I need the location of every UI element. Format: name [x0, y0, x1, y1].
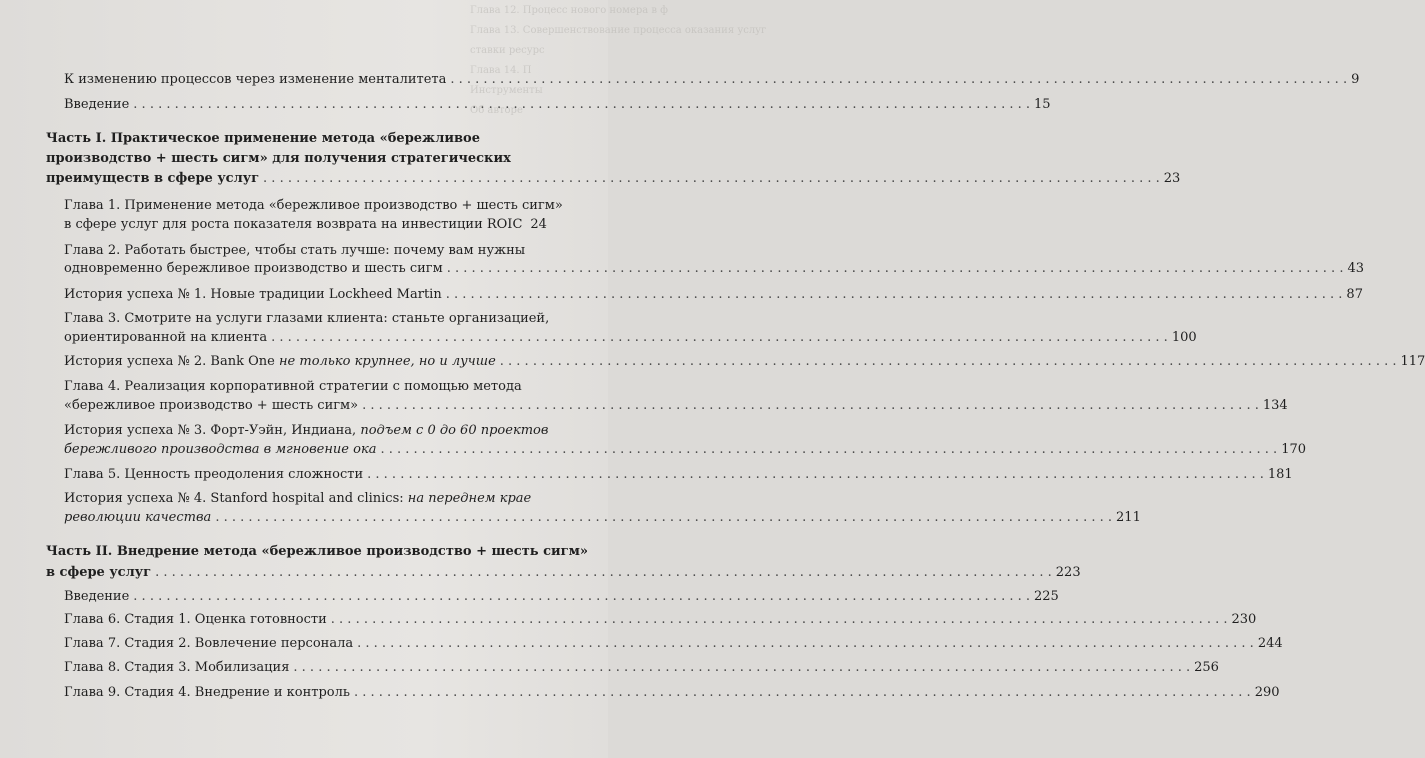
toc-leader-dots [263, 171, 1160, 187]
toc-entry-success-story-3 [64, 442, 1307, 458]
toc-entry-introduction [64, 97, 1051, 113]
toc-page-number: 43 [1347, 261, 1364, 276]
toc-entry-title-italic: на переднем крае [407, 491, 532, 506]
toc-entry-title: преимуществ в сфере услуг [46, 171, 260, 186]
bleed-line: Глава 12. Процесс нового номера в ф [470, 5, 668, 16]
toc-leader-dots [500, 354, 1397, 370]
toc-part-title-line: Часть II. Внедрение метода «бережливое производство + шесть сигм» [46, 544, 589, 559]
toc-entry-title: Глава 9. Стадия 4. Внедрение и контроль [64, 685, 350, 700]
toc-entry-part-1 [46, 171, 1181, 187]
toc-entry-title-line: Глава 3. Смотрите на услуги глазами клиента: станьте организацией, [64, 311, 550, 326]
toc-entry-chapter-5 [64, 467, 1293, 483]
toc-entry-chapter-6 [64, 612, 1257, 628]
toc-page-number: 181 [1267, 467, 1293, 482]
toc-entry-title: Глава 6. Стадия 1. Оценка готовности [64, 612, 327, 627]
toc-leader-dots [133, 589, 1030, 605]
toc-page-number: 23 [1163, 171, 1181, 186]
toc-entry-title: одновременно бережливое производство и шесть сигм [64, 261, 443, 276]
toc-entry-title-italic: не только крупнее, но и лучше [278, 354, 496, 369]
toc-entry-title-line [64, 423, 548, 439]
toc-leader-dots [331, 612, 1228, 628]
toc-part-title-line: производство + шесть сигм» для получения стратегических [46, 151, 511, 166]
toc-page-number: 134 [1262, 398, 1288, 413]
toc-page-number: 15 [1034, 97, 1051, 112]
toc-entry-title: в сфере услуг для роста показателя возврата на инвестиции ROIC [64, 217, 523, 232]
toc-entry-title: «бережливое производство + шесть сигм» [64, 398, 359, 413]
toc-leader-dots [215, 510, 1112, 526]
toc-page-number: 211 [1116, 510, 1141, 525]
toc-leader-dots [354, 685, 1251, 701]
toc-leader-dots [155, 565, 1052, 581]
toc-leader-dots [271, 330, 1168, 346]
toc-entry-title-text: История успеха № 4. Stanford hospital and clinics: [64, 491, 408, 506]
toc-entry-chapter-9 [64, 685, 1280, 701]
toc-page-number: 24 [530, 217, 547, 232]
toc-entry-foreword [64, 72, 1360, 88]
toc-entry-title-italic: бережливого производства в мгновение ока [64, 442, 377, 457]
toc-page-number: 87 [1346, 287, 1363, 302]
toc-page-number: 223 [1055, 565, 1081, 580]
toc-entry-success-story-2 [64, 354, 1425, 370]
toc-entry-chapter-2 [64, 261, 1364, 277]
toc-leader-dots [380, 442, 1277, 458]
toc-page-number: 230 [1231, 612, 1257, 627]
toc-leader-dots [362, 398, 1259, 414]
bleed-line: Глава 13. Совершенствование процесса оказания услуг [470, 25, 767, 36]
toc-entry-title-italic: революции качества [64, 510, 212, 525]
toc-entry-chapter-7 [64, 636, 1283, 652]
toc-entry-title: Введение [64, 97, 130, 112]
toc-entry-success-story-4 [64, 510, 1141, 526]
toc-entry-title-text: История успеха № 3. Форт-Уэйн, Индиана, [64, 423, 361, 438]
bleed-line: Глава 14. П [470, 65, 532, 76]
toc-entry-chapter-4 [64, 398, 1288, 414]
toc-entry-title-italic: подъем с 0 до 60 проектов [360, 423, 549, 438]
toc-leader-dots [293, 660, 1190, 676]
toc-page-number: 117 [1400, 354, 1425, 369]
toc-leader-dots [450, 72, 1347, 88]
toc-page-number: 256 [1194, 660, 1219, 675]
toc-part-title-line: Часть I. Практическое применение метода «бережливое [46, 131, 480, 146]
toc-page-number: 100 [1171, 330, 1197, 345]
toc-entry-title: Глава 7. Стадия 2. Вовлечение персонала [64, 636, 354, 651]
toc-page-number: 170 [1281, 442, 1307, 457]
toc-entry-title: в сфере услуг [46, 565, 152, 580]
toc-entry-title: ориентированной на клиента [64, 330, 268, 345]
toc-entry-title-line: Глава 4. Реализация корпоративной стратегии с помощью метода [64, 379, 522, 394]
toc-entry-title: К изменению процессов через изменение менталитета [64, 72, 447, 87]
toc-leader-dots [446, 287, 1343, 303]
toc-entry-part-2 [46, 565, 1081, 581]
bleed-line: Об авторе [470, 105, 523, 116]
toc-entry-title: История успеха № 1. Новые традиции Lockheed Martin [64, 287, 442, 302]
toc-leader-dots [357, 636, 1254, 652]
toc-page-number: 244 [1257, 636, 1283, 651]
toc-entry-title-line: Глава 1. Применение метода «бережливое производство + шесть сигм» [64, 198, 563, 213]
toc-entry-title-line [64, 491, 531, 507]
toc-leader-dots [133, 97, 1030, 113]
toc-entry-title: Глава 8. Стадия 3. Мобилизация [64, 660, 290, 675]
toc-entry-chapter-3 [64, 330, 1197, 346]
toc-page-number: 290 [1254, 685, 1280, 700]
toc-leader-dots [447, 261, 1344, 277]
toc-entry-title-line: Глава 2. Работать быстрее, чтобы стать лучше: почему вам нужны [64, 243, 526, 258]
toc-entry-title: Введение [64, 589, 130, 604]
toc-entry-title [64, 354, 496, 370]
bleed-line: ставки ресурс [470, 45, 545, 56]
toc-entry-introduction-2 [64, 589, 1059, 605]
bleed-line: Инструменты [470, 85, 543, 96]
toc-page-number: 9 [1351, 72, 1360, 87]
toc-entry-title: Глава 5. Ценность преодоления сложности [64, 467, 364, 482]
toc-entry-success-story-1 [64, 287, 1363, 303]
toc-page-number: 225 [1034, 589, 1059, 604]
toc-entry-chapter-8 [64, 660, 1219, 676]
toc-leader-dots [367, 467, 1264, 483]
toc-entry-title-text: История успеха № 2. Bank One [64, 354, 279, 369]
toc-entry-chapter-1 [64, 217, 547, 233]
